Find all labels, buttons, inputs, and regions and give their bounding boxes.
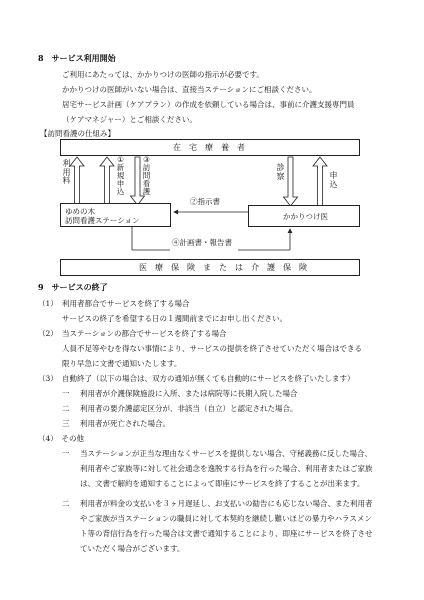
item-body: サービスの終了を希望する日の１週間前までにお申し出ください。 bbox=[62, 314, 287, 323]
section-8-line: ご利用にあたっては、かかりつけの医師の指示が必要です。 bbox=[62, 70, 264, 79]
diagram-caption: 【訪問看護の仕組み】 bbox=[40, 129, 115, 138]
other-line: 利用者が料金の支払いを３ヶ月遅延し、お支払いの勧告にも応じない場合、また利用者 bbox=[80, 499, 373, 508]
auto-end-number: 二 bbox=[62, 404, 70, 413]
other-line: 当ステーションが正当な理由なくサービスを提供しない場合、守秘義務に反した場合、 bbox=[80, 449, 373, 458]
home-nursing-label: ③ 訪 問 看 護 bbox=[142, 155, 151, 196]
station-name: ゆめの木 bbox=[65, 207, 95, 216]
section-9-heading: 9 サービスの終了 bbox=[38, 282, 108, 292]
section-8-line: かかりつけの医師がいない場合は、直接当ステーションにご相談ください。 bbox=[62, 85, 317, 94]
other-line: ト等の背信行為を行った場合は文書で通知することにより、即座にサービスを終了させ bbox=[80, 529, 373, 538]
other-title: （4） その他 bbox=[38, 434, 85, 443]
other-number: 二 bbox=[62, 499, 70, 508]
station-subname: 訪問看護ステーション bbox=[65, 216, 140, 225]
item-number: （3） bbox=[38, 374, 58, 383]
item-number: （1） bbox=[38, 299, 58, 308]
item-number: （2） bbox=[38, 329, 58, 338]
insurance-box bbox=[60, 259, 360, 276]
other-line: ていただく場合がございます。 bbox=[80, 544, 185, 553]
section-8-line: 居宅サービス計画（ケアプラン）の作成を依頼している場合は、事前に介護支援専門員 bbox=[62, 100, 355, 109]
doctor-label: かかりつけ医 bbox=[283, 212, 328, 221]
item-title: 自動終了（以下の場合は、双方の通知が無くても自動的にサービスを終了いたします） bbox=[62, 374, 355, 383]
other-line: は、文書で解約を通知することによって即座にサービスを終了することが出来ます。 bbox=[80, 479, 365, 488]
auto-end-number: 三 bbox=[62, 419, 70, 428]
doctor-box bbox=[248, 205, 360, 227]
item-body: 限り早急に文書で通知いたします。 bbox=[62, 359, 182, 368]
section-8-heading: 8 サービス利用開始 bbox=[38, 53, 116, 63]
item-body: 人員不足等やむを得ない事情により、サービスの提供を終了させていただく場合はできる bbox=[62, 344, 362, 353]
item-title: 利用者都合でサービスを終了する場合 bbox=[62, 299, 190, 308]
insurance-label: 医 療 保 険 ま た は 介 護 保 険 bbox=[139, 263, 307, 272]
new-application-label: ① 新 規 申 込 bbox=[116, 155, 125, 196]
auto-end-text: 利用者が死亡された場合。 bbox=[80, 419, 170, 428]
consultation-arrow bbox=[284, 157, 298, 206]
station-box bbox=[60, 203, 171, 227]
new-application-arrow bbox=[100, 157, 114, 205]
auto-end-text: 利用者が介護保険施設に入所、または病院等に長期入院した場合 bbox=[80, 389, 298, 398]
consultation-label: 診 察 bbox=[276, 163, 285, 181]
usage-fee-arrow bbox=[70, 157, 84, 205]
auto-end-number: 一 bbox=[62, 389, 70, 398]
patient-label: 在 宅 療 養 者 bbox=[173, 143, 245, 152]
item-title: 当ステーションの都合でサービスを終了する場合 bbox=[62, 329, 227, 338]
auto-end-text: 利用者の要介護認定区分が、非該当（自立）と認定された場合。 bbox=[80, 404, 298, 413]
other-number: 一 bbox=[62, 449, 70, 458]
other-line: やご家族が当ステーションの職員に対して本契約を継続し難いほどの暴力やハラスメン bbox=[80, 514, 372, 523]
instruction-label: ②指示書 bbox=[190, 197, 220, 206]
plan-report-label: ④計画書・報告書 bbox=[172, 238, 232, 247]
application-arrow bbox=[313, 157, 327, 206]
patient-box bbox=[60, 139, 360, 156]
application-label: 申 込 bbox=[329, 171, 338, 189]
section-8-line: （ケアマネジャー）とご相談ください。 bbox=[62, 115, 197, 124]
other-line: 利用者やご家族等に対して社会通念を逸脱する行為を行った場合、利用者またはご家族 bbox=[80, 464, 373, 473]
usage-fee-label: 利 用 料 bbox=[62, 159, 71, 185]
